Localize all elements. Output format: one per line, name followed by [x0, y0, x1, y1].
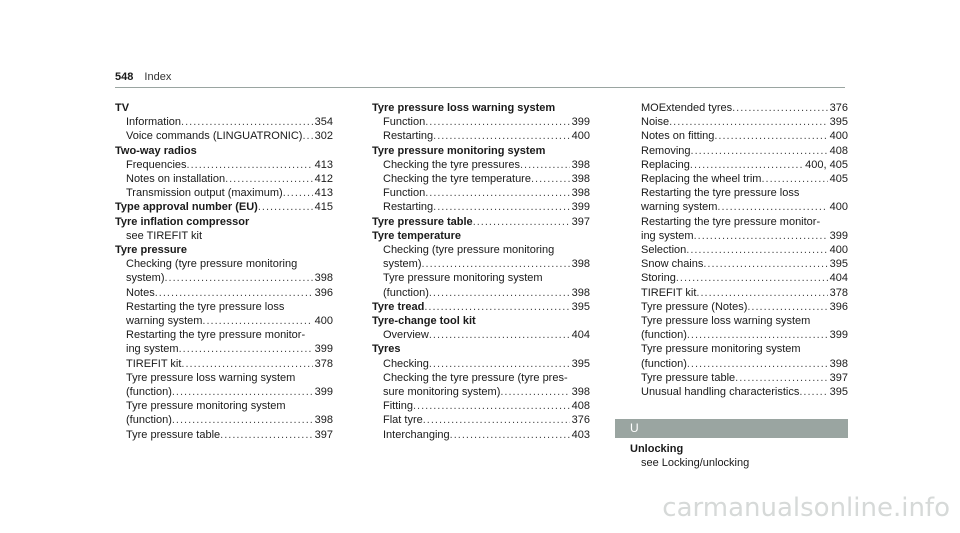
page-reference: 397: [829, 371, 848, 384]
index-entry: [630, 200, 848, 214]
page-reference: 400: [829, 201, 848, 214]
index-heading: Unlocking: [630, 443, 684, 456]
dot-leader: [433, 129, 570, 143]
index-entry-line: Restarting the tyre pressure monitor-: [126, 329, 306, 342]
dot-leader: [717, 200, 827, 214]
page-reference: 400: [314, 315, 333, 328]
entry-label: Voice commands (LINGUATRONIC): [126, 130, 303, 143]
index-entry-line: Tyre pressure loss warning system: [641, 315, 811, 328]
dot-leader: [187, 158, 313, 172]
entry-label: Checking: [383, 357, 429, 370]
index-entry: [115, 271, 333, 285]
dot-leader: [423, 413, 570, 427]
entry-label: Checking the tyre temperature: [383, 173, 531, 186]
entry-label: system): [383, 258, 422, 271]
dot-leader: [220, 428, 312, 442]
index-entry: [115, 342, 333, 356]
entry-label: Restarting: [383, 130, 434, 143]
entry-label: (function): [641, 357, 687, 370]
entry-label: Replacing the wheel trim: [641, 173, 762, 186]
page-reference: 398: [314, 414, 333, 427]
index-entry: [630, 300, 848, 314]
dot-leader: [155, 286, 313, 300]
page-reference: 376: [571, 414, 590, 427]
page-reference: 397: [571, 215, 590, 228]
entry-label: warning system: [126, 315, 203, 328]
dot-leader: [520, 158, 570, 172]
dot-leader: [687, 357, 828, 371]
page-reference: 398: [571, 158, 590, 171]
index-entry: [115, 115, 333, 129]
entry-label: (function): [126, 414, 172, 427]
header-rule: [115, 87, 845, 88]
index-entry-line: Tyre pressure monitoring system: [383, 272, 543, 285]
entry-label: Transmission output (maximum): [126, 187, 283, 200]
dot-leader: [429, 357, 570, 371]
page-reference: 396: [314, 286, 333, 299]
index-heading: Tyre temperature: [372, 229, 462, 242]
entry-label: Notes: [126, 286, 155, 299]
entry-label: TIREFIT kit: [641, 286, 697, 299]
page-reference: 399: [571, 116, 590, 129]
index-entry: [630, 172, 848, 186]
index-entry: [630, 115, 848, 129]
dot-leader: [225, 172, 313, 186]
entry-label: Tyre pressure table: [372, 215, 473, 228]
page-number: 548: [115, 71, 134, 83]
index-entry: [372, 158, 590, 172]
dot-leader: [258, 200, 313, 214]
index-heading: Tyre-change tool kit: [372, 315, 476, 328]
page-reference: 399: [314, 386, 333, 399]
page-reference: 399: [829, 229, 848, 242]
entry-label: TIREFIT kit: [126, 357, 182, 370]
page-reference: 413: [314, 187, 333, 200]
dot-leader: [181, 115, 313, 129]
page-reference: 398: [314, 272, 333, 285]
entry-label: MOExtended tyres: [641, 102, 733, 114]
page-reference: 395: [829, 386, 848, 399]
page-reference: 399: [829, 329, 848, 342]
entry-label: Checking the tyre pressures: [383, 158, 520, 171]
page-reference: 412: [314, 173, 333, 186]
page-reference: 395: [829, 116, 848, 129]
index-heading-entry: [372, 215, 590, 229]
index-entry-line: Checking (tyre pressure monitoring: [126, 258, 298, 271]
index-entry-line: Tyre pressure loss warning system: [126, 371, 296, 384]
dot-leader: [500, 385, 569, 399]
index-column-1: [115, 101, 333, 442]
entry-label: Restarting: [383, 201, 434, 214]
index-entry: [630, 144, 848, 158]
index-heading: Tyre inflation compressor: [115, 215, 250, 228]
page-reference: 398: [571, 258, 590, 271]
entry-label: Removing: [641, 144, 691, 157]
page-header: [115, 70, 171, 84]
dot-leader: [473, 215, 570, 229]
index-heading: Tyres: [372, 343, 401, 356]
index-entry: [630, 286, 848, 300]
entry-label: ing system: [641, 229, 694, 242]
index-entry-line: Restarting the tyre pressure monitor-: [641, 215, 821, 228]
index-heading: Two-way radios: [115, 144, 197, 157]
dot-leader: [799, 385, 827, 399]
index-entry: [372, 399, 590, 413]
entry-label: Information: [126, 116, 182, 129]
page-reference: 376: [829, 102, 848, 114]
dot-leader: [703, 257, 827, 271]
page-reference: 399: [314, 343, 333, 356]
dot-leader: [687, 328, 828, 342]
page-reference: 398: [571, 286, 590, 299]
dot-leader: [761, 172, 827, 186]
page-reference: 395: [829, 258, 848, 271]
page-reference: 395: [571, 300, 590, 313]
entry-label: Type approval number (EU): [115, 201, 258, 214]
dot-leader: [531, 172, 570, 186]
index-entry: [630, 385, 848, 399]
index-entry: [372, 286, 590, 300]
dot-leader: [425, 115, 569, 129]
entry-label: Selection: [641, 244, 687, 257]
dot-leader: [450, 428, 570, 442]
entry-label: Interchanging: [383, 428, 450, 441]
page-reference: 413: [314, 158, 333, 171]
index-entry-line: Restarting the tyre pressure loss: [126, 300, 285, 313]
index-entry: [115, 357, 333, 371]
index-entry: [630, 243, 848, 257]
dot-leader: [172, 413, 313, 427]
dot-leader: [165, 271, 313, 285]
index-entry-line: Checking (tyre pressure monitoring: [383, 244, 555, 257]
page-reference: 400: [829, 244, 848, 257]
page-reference: 400, 405: [805, 158, 848, 171]
index-entry: [630, 129, 848, 143]
section-title: Index: [144, 71, 172, 83]
page-reference: 395: [571, 357, 590, 370]
index-entry-line: Tyre pressure monitoring system: [641, 343, 801, 356]
page-reference: 397: [314, 428, 333, 441]
index-entry: [372, 385, 590, 399]
index-entry: [372, 129, 590, 143]
dot-leader: [202, 314, 312, 328]
index-entry: [115, 428, 333, 442]
index-entry: [372, 257, 590, 271]
entry-label: sure monitoring system): [383, 386, 501, 399]
entry-label: Function: [383, 116, 426, 129]
dot-leader: [669, 115, 828, 129]
page-reference: 302: [314, 130, 333, 143]
entry-label: ing system: [126, 343, 179, 356]
page-reference: 404: [571, 329, 590, 342]
entry-label: (function): [641, 329, 687, 342]
dot-leader: [694, 229, 828, 243]
entry-label: Flat tyre: [383, 414, 423, 427]
entry-label: system): [126, 272, 165, 285]
page-reference: 378: [314, 357, 333, 370]
page-reference: 408: [571, 400, 590, 413]
watermark: carmanualsonline.info: [662, 493, 950, 523]
entry-label: Notes on fitting: [641, 130, 715, 143]
index-entry: [372, 200, 590, 214]
index-heading: TV: [115, 102, 130, 114]
dot-leader: [283, 186, 313, 200]
page-reference: 354: [314, 116, 333, 129]
index-entry: [630, 229, 848, 243]
dot-leader: [691, 144, 828, 158]
dot-leader: [429, 328, 570, 342]
entry-label: Overview: [383, 329, 429, 342]
entry-label: Replacing: [641, 158, 690, 171]
index-entry: [115, 158, 333, 172]
dot-leader: [714, 129, 827, 143]
entry-label: warning system: [641, 201, 718, 214]
page-reference: 400: [571, 130, 590, 143]
entry-label: Notes on installation: [126, 173, 226, 186]
index-entry: [372, 115, 590, 129]
index-see-reference: see TIREFIT kit: [126, 229, 203, 242]
dot-leader: [433, 200, 570, 214]
index-heading-entry: [372, 300, 590, 314]
index-entry: [372, 413, 590, 427]
dot-leader: [424, 300, 569, 314]
index-see-reference: see Locking/unlocking: [641, 457, 750, 470]
dot-leader: [676, 271, 828, 285]
index-entry: [372, 186, 590, 200]
index-entry: [630, 328, 848, 342]
entry-label: Storing: [641, 272, 676, 285]
index-entry: [372, 328, 590, 342]
dot-leader: [413, 399, 570, 413]
index-entry-line: Tyre pressure monitoring system: [126, 400, 286, 413]
page-reference: 399: [571, 201, 590, 214]
dot-leader: [696, 286, 827, 300]
index-heading: Tyre pressure loss warning system: [372, 102, 556, 114]
dot-leader: [429, 286, 570, 300]
dot-leader: [425, 186, 569, 200]
index-entry-line: Restarting the tyre pressure loss: [641, 187, 800, 200]
index-entry: [372, 172, 590, 186]
entry-label: Noise: [641, 116, 670, 129]
page-reference: 403: [571, 428, 590, 441]
entry-label: Tyre pressure table: [641, 371, 736, 384]
index-entry: [115, 186, 333, 200]
dot-leader: [686, 243, 827, 257]
index-entry: [115, 314, 333, 328]
index-entry: [630, 158, 848, 172]
entry-label: Tyre pressure (Notes): [641, 300, 748, 313]
index-entry: [630, 371, 848, 385]
dot-leader: [172, 385, 313, 399]
index-entry-line: Checking the tyre pressure (tyre pres-: [383, 371, 568, 384]
index-entry: [630, 271, 848, 285]
page-reference: 398: [571, 173, 590, 186]
page-reference: 398: [571, 386, 590, 399]
entry-label: (function): [126, 386, 172, 399]
index-heading: Tyre pressure monitoring system: [372, 144, 546, 157]
dot-leader: [735, 371, 827, 385]
index-entry: [115, 286, 333, 300]
index-column-3: [630, 101, 848, 471]
entry-label: Unusual handling characteristics: [641, 386, 800, 399]
page-reference: 398: [829, 357, 848, 370]
index-entry: [115, 413, 333, 427]
dot-leader: [732, 101, 828, 115]
page-reference: 396: [829, 300, 848, 313]
page-reference: 404: [829, 272, 848, 285]
index-column-2: [372, 101, 590, 442]
dot-leader: [181, 357, 312, 371]
dot-leader: [422, 257, 570, 271]
dot-leader: [690, 158, 803, 172]
index-entry: [372, 357, 590, 371]
entry-label: (function): [383, 286, 429, 299]
index-heading: Tyre pressure: [115, 244, 187, 257]
entry-label: Tyre tread: [372, 300, 425, 313]
entry-label: Function: [383, 187, 426, 200]
index-entry: [115, 172, 333, 186]
dot-leader: [747, 300, 827, 314]
entry-label: Tyre pressure table: [126, 428, 221, 441]
entry-label: Fitting: [383, 400, 413, 413]
letter-section-bar: U: [615, 419, 848, 438]
dot-leader: [179, 342, 313, 356]
page-reference: 378: [829, 286, 848, 299]
entry-label: Frequencies: [126, 158, 187, 171]
index-entry: [115, 129, 333, 143]
entry-label: Snow chains: [641, 258, 704, 271]
index-entry: [372, 428, 590, 442]
page-reference: 415: [314, 201, 333, 214]
page-reference: 405: [829, 173, 848, 186]
index-heading-entry: [115, 200, 333, 214]
page-reference: 400: [829, 130, 848, 143]
dot-leader: [302, 129, 312, 143]
index-entry: [630, 357, 848, 371]
index-entry: [630, 101, 848, 115]
index-entry: [630, 257, 848, 271]
page-reference: 398: [571, 187, 590, 200]
page-reference: 408: [829, 144, 848, 157]
index-entry: [115, 385, 333, 399]
